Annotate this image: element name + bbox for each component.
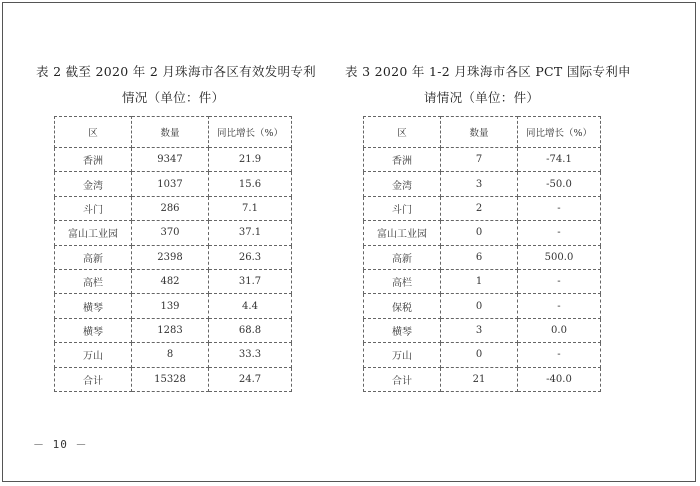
cell-count: 9347	[132, 148, 209, 172]
cell-count: 2	[441, 196, 518, 220]
table-row	[364, 196, 601, 220]
table1-caption-line2: 情况（单位：件）	[122, 90, 225, 105]
table2-body	[364, 148, 601, 392]
cell-count: 15328	[132, 367, 209, 391]
table-row	[55, 367, 292, 391]
cell-count: 1283	[132, 318, 209, 342]
cell-growth: 500.0	[518, 245, 601, 269]
cell-growth: -50.0	[518, 172, 601, 196]
cell-growth: -	[518, 269, 601, 293]
cell-district: 斗门	[55, 196, 132, 220]
table-row	[55, 148, 292, 172]
table-row	[55, 196, 292, 220]
cell-district: 横琴	[364, 318, 441, 342]
table-row	[364, 245, 601, 269]
table-row	[364, 269, 601, 293]
cell-growth: -40.0	[518, 367, 601, 391]
page-number: － 10 －	[33, 438, 88, 451]
cell-count: 286	[132, 196, 209, 220]
cell-growth: -74.1	[518, 148, 601, 172]
cell-district: 金湾	[364, 172, 441, 196]
cell-growth: 31.7	[209, 269, 292, 293]
cell-count: 0	[441, 294, 518, 318]
cell-growth: 26.3	[209, 245, 292, 269]
cell-district: 合计	[55, 367, 132, 391]
cell-district: 富山工业园	[55, 221, 132, 245]
table-row	[55, 269, 292, 293]
cell-count: 139	[132, 294, 209, 318]
table1-body	[55, 148, 292, 392]
cell-district: 香洲	[55, 148, 132, 172]
column-header-district: 区	[55, 117, 132, 148]
cell-count: 1037	[132, 172, 209, 196]
table-row	[364, 148, 601, 172]
cell-growth: 68.8	[209, 318, 292, 342]
column-header-growth: 同比增长（%）	[209, 117, 292, 148]
cell-count: 21	[441, 367, 518, 391]
cell-growth: -	[518, 294, 601, 318]
cell-district: 富山工业园	[364, 221, 441, 245]
table-row	[55, 318, 292, 342]
cell-district: 万山	[55, 343, 132, 367]
cell-count: 0	[441, 343, 518, 367]
cell-count: 0	[441, 221, 518, 245]
cell-district: 高栏	[364, 269, 441, 293]
cell-count: 3	[441, 318, 518, 342]
cell-district: 高栏	[55, 269, 132, 293]
cell-district: 高新	[55, 245, 132, 269]
cell-count: 3	[441, 172, 518, 196]
table-row	[364, 318, 601, 342]
cell-count: 2398	[132, 245, 209, 269]
cell-growth: 7.1	[209, 196, 292, 220]
cell-growth: 24.7	[209, 367, 292, 391]
cell-district: 横琴	[55, 294, 132, 318]
table-header-row	[55, 117, 292, 148]
cell-count: 482	[132, 269, 209, 293]
table-row	[55, 172, 292, 196]
table1-caption-line1: 表 2 截至 2020 年 2 月珠海市各区有效发明专利	[36, 64, 316, 79]
table-row	[364, 221, 601, 245]
cell-count: 6	[441, 245, 518, 269]
column-header-growth: 同比增长（%）	[518, 117, 601, 148]
table-header-row	[364, 117, 601, 148]
column-header-count: 数量	[132, 117, 209, 148]
patent-table	[54, 116, 292, 392]
cell-growth: -	[518, 196, 601, 220]
cell-growth: 0.0	[518, 318, 601, 342]
column-header-count: 数量	[441, 117, 518, 148]
table-row	[364, 294, 601, 318]
cell-district: 合计	[364, 367, 441, 391]
cell-count: 370	[132, 221, 209, 245]
cell-district: 斗门	[364, 196, 441, 220]
cell-district: 高新	[364, 245, 441, 269]
table-row	[364, 172, 601, 196]
table-row	[364, 343, 601, 367]
pct-table	[363, 116, 601, 392]
cell-growth: 21.9	[209, 148, 292, 172]
cell-district: 金湾	[55, 172, 132, 196]
table2-caption-line1: 表 3 2020 年 1-2 月珠海市各区 PCT 国际专利申	[345, 64, 631, 79]
table-row	[55, 294, 292, 318]
table-row	[364, 367, 601, 391]
cell-growth: 37.1	[209, 221, 292, 245]
cell-count: 8	[132, 343, 209, 367]
cell-growth: 15.6	[209, 172, 292, 196]
cell-district: 保税	[364, 294, 441, 318]
cell-district: 香洲	[364, 148, 441, 172]
cell-district: 万山	[364, 343, 441, 367]
cell-growth: 4.4	[209, 294, 292, 318]
table-row	[55, 221, 292, 245]
cell-district: 横琴	[55, 318, 132, 342]
cell-growth: -	[518, 343, 601, 367]
cell-growth: 33.3	[209, 343, 292, 367]
cell-growth: -	[518, 221, 601, 245]
column-header-district: 区	[364, 117, 441, 148]
cell-count: 1	[441, 269, 518, 293]
table-row	[55, 245, 292, 269]
table2-caption-line2: 请情况（单位：件）	[424, 90, 540, 105]
table-row	[55, 343, 292, 367]
cell-count: 7	[441, 148, 518, 172]
